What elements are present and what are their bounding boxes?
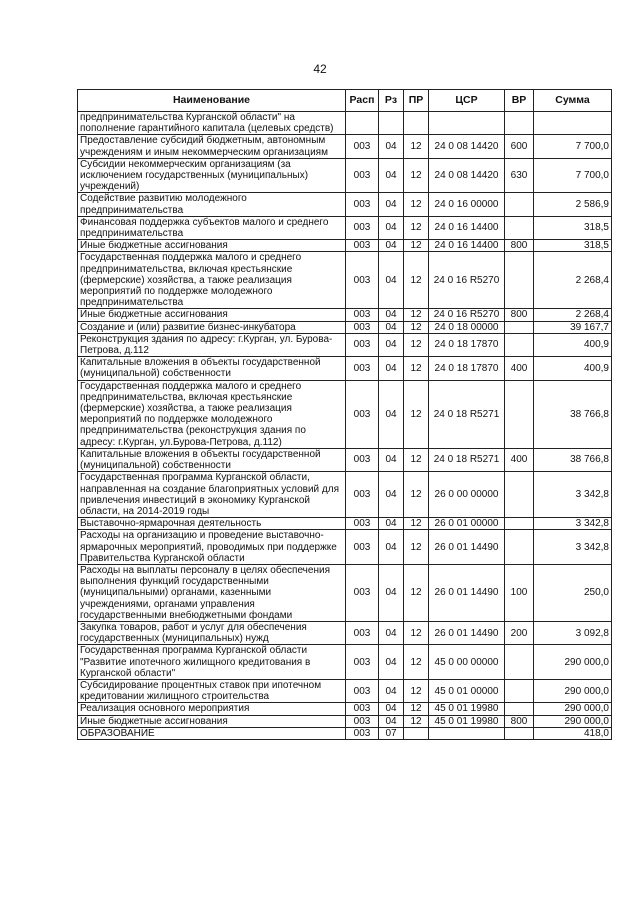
row-name-cell: Реконструкция здания по адресу: г.Курган, ул. Бурова-Петрова, д.112: [78, 333, 346, 356]
table-row: [78, 679, 612, 702]
header-vr: ВР: [505, 90, 534, 112]
row-rasp-cell: [346, 112, 379, 135]
row-pr-cell: 12: [404, 645, 429, 680]
row-pr-cell: 12: [404, 621, 429, 644]
table-row: [78, 158, 612, 193]
header-csr: ЦСР: [429, 90, 505, 112]
row-rz-cell: 04: [379, 357, 404, 380]
row-csr-cell: 45 0 00 00000: [429, 645, 505, 680]
row-vr-cell: [505, 193, 534, 216]
row-pr-cell: 12: [404, 309, 429, 321]
row-pr-cell: [404, 727, 429, 739]
row-rasp-cell: 003: [346, 564, 379, 621]
row-name-cell: Государственная программа Курганской области "Развитие ипотечного жилищного кредитования в Курганской области": [78, 645, 346, 680]
row-rasp-cell: 003: [346, 321, 379, 333]
row-rasp-cell: 003: [346, 252, 379, 309]
row-csr-cell: 45 0 01 19980: [429, 715, 505, 727]
row-csr-cell: 24 0 16 14400: [429, 240, 505, 252]
table-row: [78, 715, 612, 727]
row-sum-cell: 7 700,0: [534, 135, 612, 158]
row-name-cell: ОБРАЗОВАНИЕ: [78, 727, 346, 739]
row-rz-cell: 04: [379, 158, 404, 193]
row-pr-cell: 12: [404, 216, 429, 239]
row-pr-cell: 12: [404, 333, 429, 356]
row-rasp-cell: 003: [346, 530, 379, 565]
row-sum-cell: 250,0: [534, 564, 612, 621]
row-rasp-cell: 003: [346, 645, 379, 680]
row-name-cell: Государственная программа Курганской области, направленная на создание благоприятных условий для привлечения инвестиций в экономику Курганской области, на 2014-2019 годы: [78, 472, 346, 518]
row-csr-cell: 24 0 18 R5271: [429, 448, 505, 471]
row-rz-cell: 04: [379, 333, 404, 356]
table-row: [78, 112, 612, 135]
row-pr-cell: 12: [404, 357, 429, 380]
row-rasp-cell: 003: [346, 621, 379, 644]
row-name-cell: Содействие развитию молодежного предпринимательства: [78, 193, 346, 216]
row-csr-cell: 26 0 01 14490: [429, 621, 505, 644]
row-rz-cell: 04: [379, 645, 404, 680]
row-name-cell: Создание и (или) развитие бизнес-инкубатора: [78, 321, 346, 333]
row-csr-cell: 24 0 18 17870: [429, 357, 505, 380]
table-row: [78, 135, 612, 158]
row-vr-cell: [505, 727, 534, 739]
row-rz-cell: 04: [379, 309, 404, 321]
table-row: [78, 193, 612, 216]
row-name-cell: Капитальные вложения в объекты государственной (муниципальной) собственности: [78, 448, 346, 471]
table-row: [78, 240, 612, 252]
table-row: [78, 645, 612, 680]
row-sum-cell: 38 766,8: [534, 448, 612, 471]
row-csr-cell: 24 0 08 14420: [429, 135, 505, 158]
row-rasp-cell: 003: [346, 518, 379, 530]
row-rasp-cell: 003: [346, 216, 379, 239]
row-name-cell: Государственная поддержка малого и среднего предпринимательства, включая крестьянские (фермерские) хозяйства, а также реализация мероприятий по поддержке молодежного предпринимательства (реконструкция здания по адресу: г.Курган, ул.Бурова-Петрова, д.112): [78, 380, 346, 448]
table-row: [78, 530, 612, 565]
row-pr-cell: 12: [404, 448, 429, 471]
row-name-cell: Выставочно-ярмарочная деятельность: [78, 518, 346, 530]
row-name-cell: Расходы на выплаты персоналу в целях обеспечения выполнения функций государственными (муниципальными) органами, казенными учреждениями, органами управления государственными внебюджетными фондами: [78, 564, 346, 621]
row-csr-cell: 24 0 16 14400: [429, 216, 505, 239]
row-pr-cell: 12: [404, 518, 429, 530]
row-rasp-cell: 003: [346, 448, 379, 471]
table-row: [78, 252, 612, 309]
row-sum-cell: 318,5: [534, 216, 612, 239]
row-csr-cell: 26 0 00 00000: [429, 472, 505, 518]
row-rasp-cell: 003: [346, 193, 379, 216]
table-row: [78, 357, 612, 380]
row-name-cell: Иные бюджетные ассигнования: [78, 309, 346, 321]
header-pr: ПР: [404, 90, 429, 112]
row-rasp-cell: 003: [346, 135, 379, 158]
row-rz-cell: 04: [379, 518, 404, 530]
row-csr-cell: 24 0 16 00000: [429, 193, 505, 216]
row-vr-cell: [505, 216, 534, 239]
row-vr-cell: 400: [505, 357, 534, 380]
row-vr-cell: 630: [505, 158, 534, 193]
row-pr-cell: 12: [404, 715, 429, 727]
row-sum-cell: 400,9: [534, 357, 612, 380]
row-pr-cell: 12: [404, 135, 429, 158]
row-rz-cell: 04: [379, 448, 404, 471]
row-vr-cell: [505, 645, 534, 680]
row-sum-cell: 290 000,0: [534, 715, 612, 727]
row-sum-cell: 2 268,4: [534, 309, 612, 321]
row-csr-cell: 45 0 01 00000: [429, 679, 505, 702]
table-row: [78, 216, 612, 239]
row-name-cell: Расходы на организацию и проведение выставочно-ярмарочных мероприятий, проводимых при поддержке Правительства Курганской области: [78, 530, 346, 565]
table-row: [78, 703, 612, 715]
row-pr-cell: 12: [404, 564, 429, 621]
row-sum-cell: 3 342,8: [534, 518, 612, 530]
row-name-cell: Реализация основного мероприятия: [78, 703, 346, 715]
row-vr-cell: [505, 321, 534, 333]
row-vr-cell: 600: [505, 135, 534, 158]
row-pr-cell: [404, 112, 429, 135]
row-csr-cell: 24 0 18 R5271: [429, 380, 505, 448]
row-sum-cell: 7 700,0: [534, 158, 612, 193]
row-name-cell: Предоставление субсидий бюджетным, автономным учреждениям и иным некоммерческим организациям: [78, 135, 346, 158]
row-vr-cell: [505, 530, 534, 565]
row-rz-cell: 04: [379, 380, 404, 448]
row-csr-cell: 24 0 16 R5270: [429, 309, 505, 321]
table-row: [78, 309, 612, 321]
row-pr-cell: 12: [404, 252, 429, 309]
row-rz-cell: 04: [379, 252, 404, 309]
row-pr-cell: 12: [404, 321, 429, 333]
row-csr-cell: 24 0 18 00000: [429, 321, 505, 333]
row-pr-cell: 12: [404, 530, 429, 565]
row-vr-cell: [505, 112, 534, 135]
header-sum: Сумма: [534, 90, 612, 112]
row-rasp-cell: 003: [346, 158, 379, 193]
row-vr-cell: [505, 333, 534, 356]
row-vr-cell: 800: [505, 309, 534, 321]
row-vr-cell: [505, 380, 534, 448]
row-sum-cell: 2 268,4: [534, 252, 612, 309]
row-csr-cell: 45 0 01 19980: [429, 703, 505, 715]
row-csr-cell: 24 0 18 17870: [429, 333, 505, 356]
row-rz-cell: 04: [379, 472, 404, 518]
row-rz-cell: 04: [379, 135, 404, 158]
table-row: [78, 380, 612, 448]
row-csr-cell: 24 0 16 R5270: [429, 252, 505, 309]
row-vr-cell: [505, 252, 534, 309]
row-vr-cell: 800: [505, 240, 534, 252]
row-rz-cell: 04: [379, 530, 404, 565]
row-vr-cell: 200: [505, 621, 534, 644]
row-sum-cell: 3 342,8: [534, 530, 612, 565]
row-pr-cell: 12: [404, 193, 429, 216]
row-rz-cell: 04: [379, 715, 404, 727]
row-csr-cell: 24 0 08 14420: [429, 158, 505, 193]
table-row: [78, 472, 612, 518]
row-name-cell: Иные бюджетные ассигнования: [78, 240, 346, 252]
row-vr-cell: 100: [505, 564, 534, 621]
row-rasp-cell: 003: [346, 727, 379, 739]
row-sum-cell: 38 766,8: [534, 380, 612, 448]
header-name: Наименование: [78, 90, 346, 112]
row-name-cell: Финансовая поддержка субъектов малого и среднего предпринимательства: [78, 216, 346, 239]
row-vr-cell: [505, 518, 534, 530]
row-pr-cell: 12: [404, 158, 429, 193]
row-rasp-cell: 003: [346, 472, 379, 518]
row-sum-cell: 3 092,8: [534, 621, 612, 644]
row-sum-cell: 290 000,0: [534, 703, 612, 715]
row-csr-cell: 26 0 01 14490: [429, 564, 505, 621]
row-pr-cell: 12: [404, 703, 429, 715]
table-header-row: [78, 90, 612, 112]
row-pr-cell: 12: [404, 472, 429, 518]
row-rasp-cell: 003: [346, 309, 379, 321]
row-pr-cell: 12: [404, 679, 429, 702]
table-row: [78, 621, 612, 644]
row-vr-cell: 800: [505, 715, 534, 727]
row-name-cell: Субсидирование процентных ставок при ипотечном кредитовании жилищного строительства: [78, 679, 346, 702]
row-rz-cell: 04: [379, 703, 404, 715]
row-rz-cell: 04: [379, 321, 404, 333]
row-pr-cell: 12: [404, 240, 429, 252]
row-rasp-cell: 003: [346, 715, 379, 727]
row-sum-cell: 290 000,0: [534, 645, 612, 680]
table-row: [78, 727, 612, 739]
header-rz: Рз: [379, 90, 404, 112]
table-row: [78, 333, 612, 356]
page-number: 42: [313, 62, 327, 76]
row-rz-cell: 04: [379, 193, 404, 216]
row-rz-cell: 04: [379, 240, 404, 252]
row-sum-cell: 39 167,7: [534, 321, 612, 333]
row-pr-cell: 12: [404, 380, 429, 448]
row-csr-cell: 26 0 01 00000: [429, 518, 505, 530]
row-sum-cell: 3 342,8: [534, 472, 612, 518]
row-csr-cell: 26 0 01 14490: [429, 530, 505, 565]
row-sum-cell: [534, 112, 612, 135]
row-rz-cell: 07: [379, 727, 404, 739]
row-name-cell: Капитальные вложения в объекты государственной (муниципальной) собственности: [78, 357, 346, 380]
row-rz-cell: 04: [379, 621, 404, 644]
row-csr-cell: [429, 112, 505, 135]
budget-table: [77, 89, 612, 740]
row-rasp-cell: 003: [346, 357, 379, 380]
header-rasp: Расп: [346, 90, 379, 112]
table-row: [78, 564, 612, 621]
row-rz-cell: 04: [379, 216, 404, 239]
row-rasp-cell: 003: [346, 380, 379, 448]
row-name-cell: Иные бюджетные ассигнования: [78, 715, 346, 727]
row-name-cell: Закупка товаров, работ и услуг для обеспечения государственных (муниципальных) нужд: [78, 621, 346, 644]
row-rz-cell: 04: [379, 564, 404, 621]
row-vr-cell: 400: [505, 448, 534, 471]
row-sum-cell: 418,0: [534, 727, 612, 739]
row-rz-cell: 04: [379, 679, 404, 702]
row-rz-cell: [379, 112, 404, 135]
table-row: [78, 321, 612, 333]
row-rasp-cell: 003: [346, 679, 379, 702]
row-sum-cell: 400,9: [534, 333, 612, 356]
row-sum-cell: 318,5: [534, 240, 612, 252]
table-body: [78, 112, 612, 740]
row-rasp-cell: 003: [346, 333, 379, 356]
row-name-cell: Субсидии некоммерческим организациям (за исключением государственных (муниципальных) учреждений): [78, 158, 346, 193]
row-rasp-cell: 003: [346, 240, 379, 252]
table-row: [78, 448, 612, 471]
row-vr-cell: [505, 679, 534, 702]
row-vr-cell: [505, 472, 534, 518]
row-sum-cell: 290 000,0: [534, 679, 612, 702]
row-rasp-cell: 003: [346, 703, 379, 715]
row-name-cell: предпринимательства Курганской области" на пополнение гарантийного капитала (целевых средств): [78, 112, 346, 135]
row-sum-cell: 2 586,9: [534, 193, 612, 216]
row-csr-cell: [429, 727, 505, 739]
row-name-cell: Государственная поддержка малого и среднего предпринимательства, включая крестьянские (фермерские) хозяйства, а также реализация мероприятий по поддержке молодежного предпринимательства: [78, 252, 346, 309]
row-vr-cell: [505, 703, 534, 715]
table-row: [78, 518, 612, 530]
